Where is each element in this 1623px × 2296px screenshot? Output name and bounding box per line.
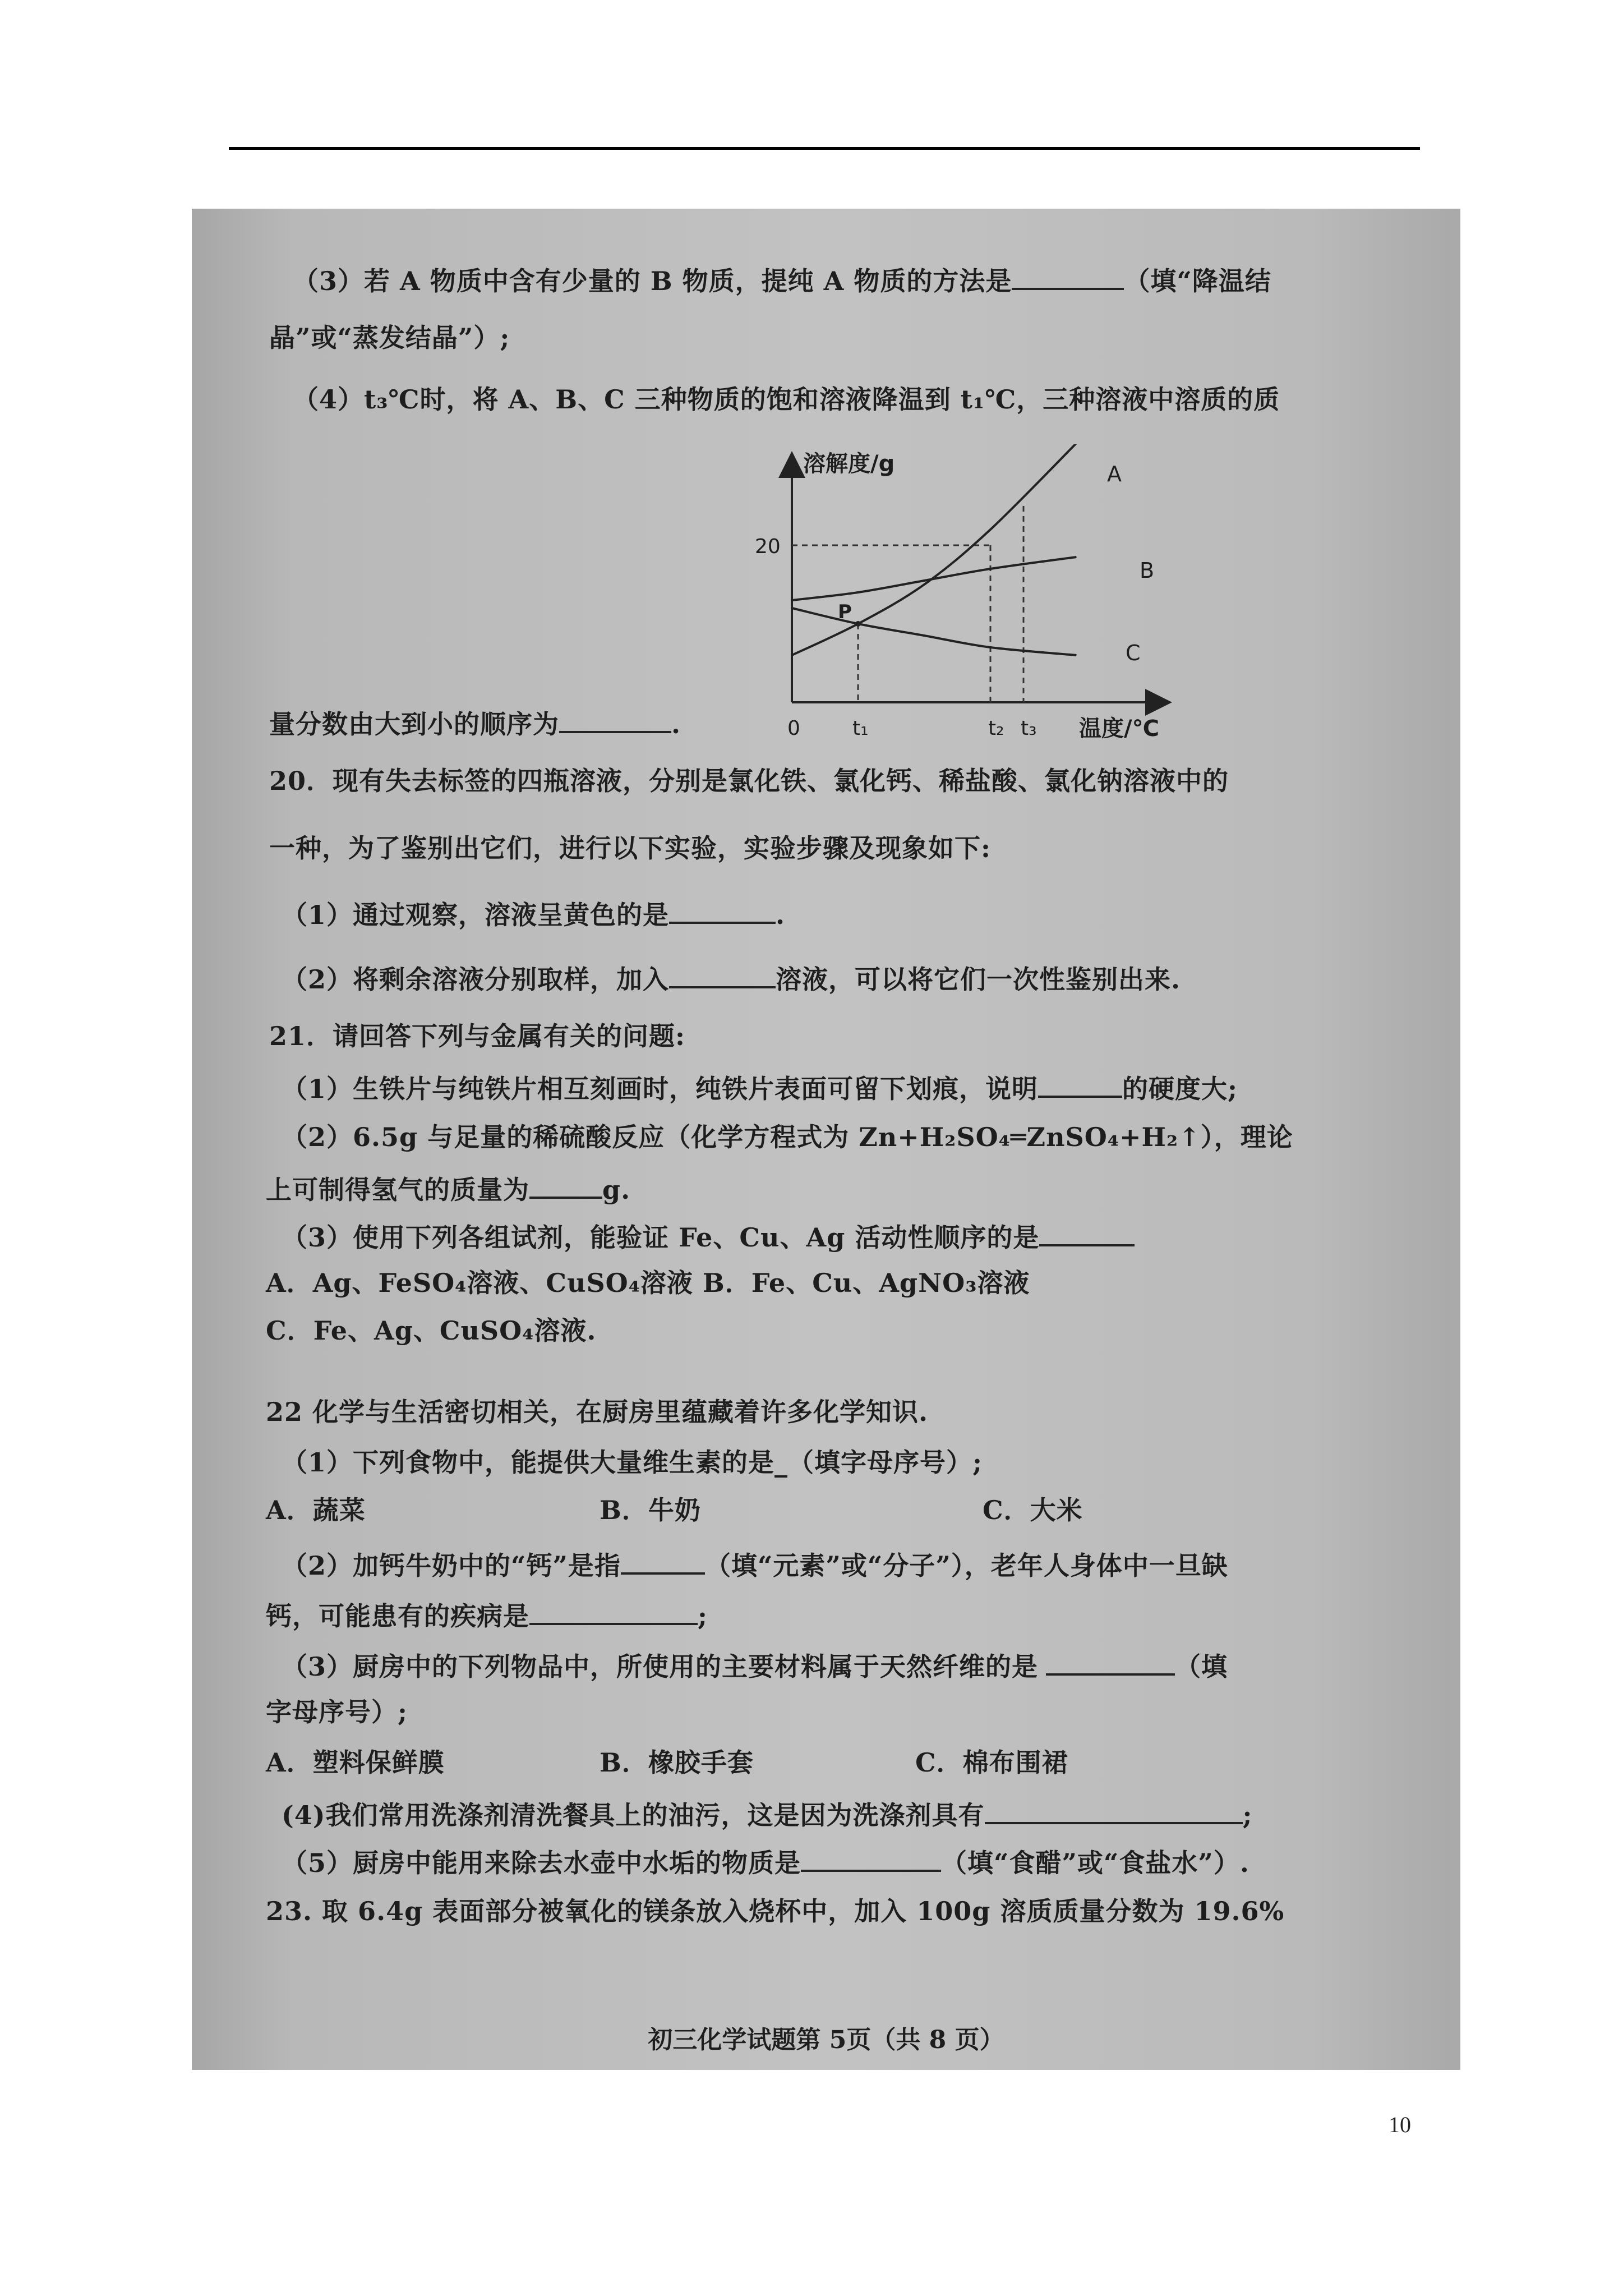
q22-part2 bbox=[282, 1547, 1228, 1582]
q19-part4-tail: . bbox=[671, 709, 681, 739]
q22-part5-text: （5）厨房中能用来除去水壶中水垢的物质是 bbox=[282, 1848, 801, 1878]
q21-line1: 21．请回答下列与金属有关的问题: bbox=[269, 1021, 685, 1051]
q22-part3-option-c: C．棉布围裙 bbox=[915, 1747, 1068, 1778]
q19-part4-line1: （4）t₃℃时，将 A、B、C 三种物质的饱和溶液降温到 t₁℃，三种溶液中溶质的质 bbox=[293, 384, 1280, 415]
point-p bbox=[855, 621, 861, 627]
page-number: 10 bbox=[1389, 2112, 1411, 2137]
q22-part4-text: (4)我们常用洗涤剂清洗餐具上的油污，这是因为洗涤剂具有 bbox=[282, 1800, 985, 1830]
q20-part1-tail: . bbox=[776, 900, 786, 930]
q22-part3-text: （3）厨房中的下列物品中，所使用的主要材料属于天然纤维的是 bbox=[282, 1651, 1039, 1682]
answer-blank bbox=[985, 1796, 1243, 1824]
q22-part2-line2-text: 钙，可能患有的疾病是 bbox=[266, 1601, 529, 1631]
q23-line1: 23. 取 6.4g 表面部分被氧化的镁条放入烧杯中，加入 100g 溶质质量分数为 19.6% bbox=[266, 1896, 1285, 1926]
q22-part3-tail: （填 bbox=[1175, 1651, 1228, 1682]
q19-part3-line1 bbox=[293, 262, 1271, 298]
q21-part3 bbox=[282, 1218, 1135, 1254]
page-footer: 初三化学试题第 5页（共 8 页） bbox=[648, 2026, 1004, 2054]
answer-blank bbox=[1012, 262, 1124, 290]
q20-part1 bbox=[282, 896, 785, 932]
origin-label: 0 bbox=[787, 717, 800, 740]
q20-line1: 20．现有失去标签的四瓶溶液，分别是氯化铁、氯化钙、稀盐酸、氯化钠溶液中的 bbox=[269, 766, 1229, 796]
q22-part5 bbox=[282, 1844, 1249, 1880]
q22-part1: （1）下列食物中，能提供大量维生素的是_（填字母序号）; bbox=[282, 1447, 983, 1478]
q21-part2-line2-text: 上可制得氢气的质量为 bbox=[266, 1175, 529, 1205]
answer-blank bbox=[1039, 1218, 1135, 1246]
series-c-label: C bbox=[1126, 641, 1141, 665]
q20-part1-text: （1）通过观察，溶液呈黄色的是 bbox=[282, 900, 670, 930]
q22-part2-line2-tail: ; bbox=[698, 1601, 708, 1631]
x-tick-t1: t₁ bbox=[852, 717, 869, 740]
q22-part1-option-b: B．牛奶 bbox=[600, 1495, 701, 1525]
q22-part4-tail: ; bbox=[1242, 1800, 1253, 1830]
q21-part3-text: （3）使用下列各组试剂，能验证 Fe、Cu、Ag 活动性顺序的是 bbox=[282, 1222, 1040, 1253]
q20-part2-text: （2）将剩余溶液分别取样，加入 bbox=[282, 964, 670, 995]
q21-part1-text: （1）生铁片与纯铁片相互刻画时，纯铁片表面可留下划痕，说明 bbox=[282, 1074, 1039, 1104]
y-tick-20: 20 bbox=[755, 535, 781, 558]
x-axis-label: 温度/℃ bbox=[1079, 716, 1160, 742]
q22-part3-option-b: B．橡胶手套 bbox=[600, 1747, 754, 1778]
q20-line2: 一种，为了鉴别出它们，进行以下实验，实验步骤及现象如下: bbox=[269, 833, 991, 863]
header-rule bbox=[229, 147, 1420, 150]
q20-part2 bbox=[282, 960, 1181, 996]
q19-part4-line2 bbox=[269, 705, 681, 741]
q19-part3-text: （3）若 A 物质中含有少量的 B 物质，提纯 A 物质的方法是 bbox=[293, 266, 1012, 296]
q21-option-a-b: A．Ag、FeSO₄溶液、CuSO₄溶液 B．Fe、Cu、AgNO₃溶液 bbox=[266, 1268, 1030, 1298]
solubility-chart bbox=[753, 444, 1179, 742]
q22-part1-option-a: A．蔬菜 bbox=[266, 1495, 366, 1525]
y-axis-label: 溶解度/g bbox=[803, 451, 895, 477]
q22-part2-line2 bbox=[266, 1597, 708, 1633]
x-tick-t2: t₂ bbox=[988, 717, 1004, 740]
q22-part3-option-a: A．塑料保鲜膜 bbox=[266, 1747, 445, 1778]
answer-blank bbox=[1038, 1070, 1122, 1098]
scanned-exam-page bbox=[192, 209, 1460, 2070]
answer-blank bbox=[529, 1597, 698, 1625]
answer-blank bbox=[529, 1171, 602, 1199]
q22-part4 bbox=[282, 1796, 1253, 1832]
point-p-label: P bbox=[838, 601, 852, 623]
curve-b bbox=[792, 557, 1076, 600]
q21-part1-tail: 的硬度大; bbox=[1122, 1074, 1238, 1104]
q22-part5-tail: （填“食醋”或“食盐水”）. bbox=[941, 1848, 1249, 1878]
q20-part2-tail: 溶液，可以将它们一次性鉴别出来. bbox=[776, 964, 1181, 995]
q22-line1: 22 化学与生活密切相关，在厨房里蕴藏着许多化学知识. bbox=[266, 1397, 929, 1427]
q22-part1-option-c: C．大米 bbox=[983, 1495, 1083, 1525]
answer-blank bbox=[621, 1547, 705, 1575]
answer-blank bbox=[559, 705, 671, 733]
answer-blank bbox=[669, 896, 776, 924]
q21-option-c: C．Fe、Ag、CuSO₄溶液. bbox=[266, 1315, 597, 1346]
q19-part3-line2: 晶”或“蒸发结晶”）; bbox=[269, 323, 510, 353]
q21-part2: （2）6.5g 与足量的稀硫酸反应（化学方程式为 Zn+H₂SO₄═ZnSO₄+H₂↑），理论 bbox=[282, 1122, 1293, 1152]
series-b-label: B bbox=[1140, 558, 1155, 583]
q22-part2-tail: （填“元素”或“分子”），老年人身体中一旦缺 bbox=[704, 1550, 1228, 1581]
q19-part4-text: 量分数由大到小的顺序为 bbox=[269, 709, 559, 739]
x-tick-t3: t₃ bbox=[1021, 717, 1037, 740]
q22-part2-text: （2）加钙牛奶中的“钙”是指 bbox=[282, 1550, 621, 1581]
q19-part3-tail: （填“降温结 bbox=[1124, 266, 1271, 296]
q22-part3-line2: 字母序号）; bbox=[266, 1697, 408, 1727]
answer-blank bbox=[1046, 1648, 1175, 1676]
curve-c bbox=[792, 608, 1076, 655]
answer-blank bbox=[801, 1844, 941, 1872]
q21-part2-line2 bbox=[266, 1171, 630, 1207]
series-a-label: A bbox=[1107, 462, 1122, 486]
q21-part2-line2-tail: g. bbox=[602, 1175, 631, 1205]
q21-part1 bbox=[282, 1070, 1238, 1106]
answer-blank bbox=[669, 960, 776, 988]
q22-part3 bbox=[282, 1648, 1228, 1683]
